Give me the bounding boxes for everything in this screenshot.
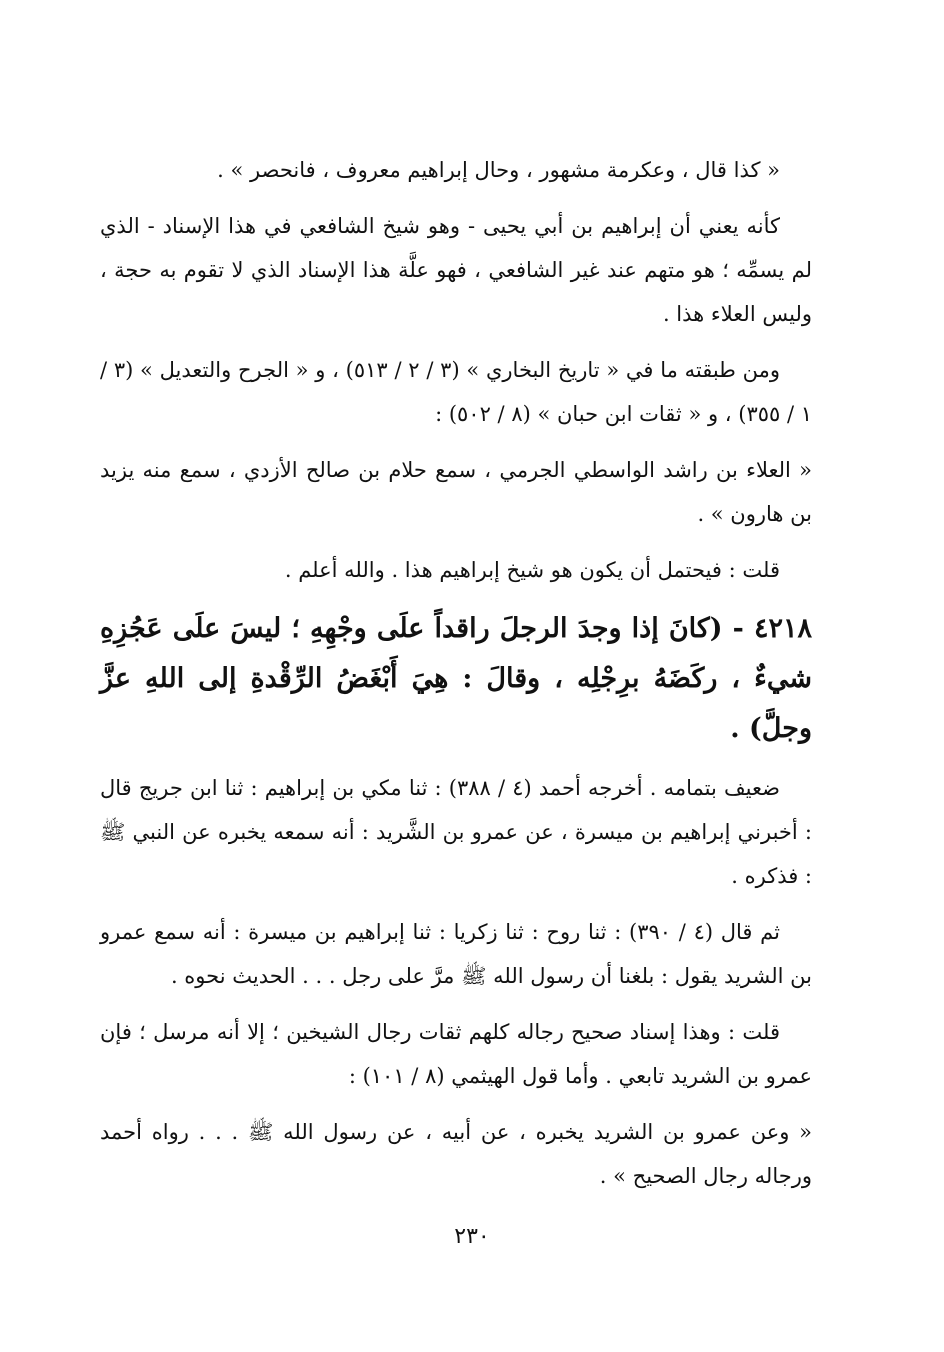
assessment-paragraph: قلت : وهذا إسناد صحيح رجاله كلهم ثقات رجال الشيخين ؛ إلا أنه مرسل ؛ فإن عمرو بن الشريد تابعي . وأما قول الهيثمي (٨ / ١٠١) : — [100, 1020, 812, 1088]
remark-paragraph: قلت : فيحتمل أن يكون هو شيخ إبراهيم هذا . والله أعلم . — [284, 558, 780, 582]
hadith-heading: ٤٢١٨ - (كانَ إذا وجدَ الرجلَ راقداً علَى وجْهِهِ ؛ ليسَ علَى عَجُزِهِ شيءٌ ، ركَضَهُ برِجْلِه ، وقالَ : هِيَ أَبْغَضُ الرِّقْدةِ إلى اللهِ عزَّ وجلَّ) . — [100, 613, 812, 744]
quote-paragraph-3: « وعن عمرو بن الشريد يخبره ، عن أبيه ، عن رسول الله ﷺ . . . رواه أحمد ورجاله رجال الصحيح » . — [100, 1120, 812, 1188]
reference-paragraph: ومن طبقته ما في « تاريخ البخاري » (٣ / ٢ / ٥١٣) ، و « الجرح والتعديل » (٣ / ١ / ٣٥٥) ، و « ثقات ابن حبان » (٨ / ٥٠٢) : — [100, 358, 812, 426]
grading-paragraph: ضعيف بتمامه . أخرجه أحمد (٤ / ٣٨٨) : ثنا مكي بن إبراهيم : ثنا ابن جريج قال : أخبرني إبراهيم بن ميسرة ، عن عمرو بن الشَّريد : أنه سمعه يخبره عن النبي ﷺ : فذكره . — [100, 776, 812, 888]
quote-paragraph-2: « العلاء بن راشد الواسطي الجرمي ، سمع حلام بن صالح الأزدي ، سمع منه يزيد بن هارون » . — [100, 458, 812, 526]
commentary-paragraph-1: كأنه يعني أن إبراهيم بن أبي يحيى - وهو شيخ الشافعي في هذا الإسناد - الذي لم يسمِّه ؛ هو متهم عند غير الشافعي ، فهو علَّة هذا الإسناد الذي لا تقوم به حجة ، وليس العلاء هذا . — [100, 214, 812, 326]
page-number: ٢٣٠ — [454, 1224, 490, 1249]
quote-paragraph-1: « كذا قال ، وعكرمة مشهور ، وحال إبراهيم معروف ، فانحصر » . — [217, 158, 780, 182]
page-body — [100, 148, 812, 1198]
narration-paragraph: ثم قال (٤ / ٣٩٠) : ثنا روح : ثنا زكريا : ثنا إبراهيم بن ميسرة : أنه سمع عمرو بن الشريد يقول : بلغنا أن رسول الله ﷺ مرَّ على رجل . . . الحديث نحوه . — [100, 920, 812, 988]
